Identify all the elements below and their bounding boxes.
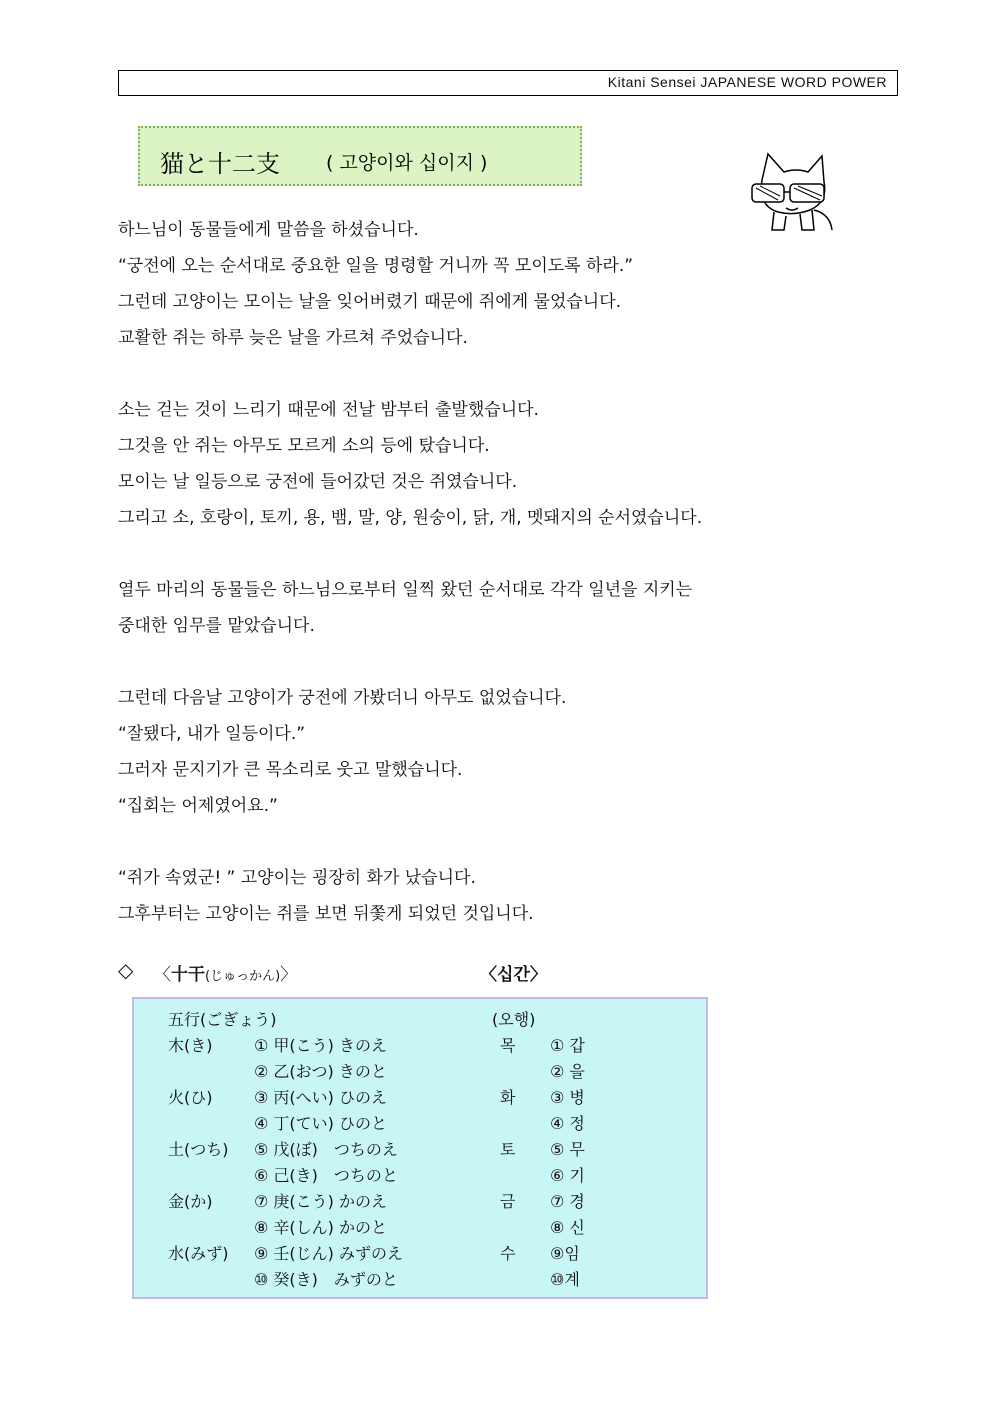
story-line: 교활한 쥐는 하루 늦은 날을 가르쳐 주었습니다. [118, 328, 468, 348]
story-line: “쥐가 속였군! ” 고양이는 굉장히 화가 났습니다. [118, 868, 476, 888]
story-blank-line [118, 824, 878, 860]
diamond-icon: ◇ [118, 958, 134, 982]
stem-ko: ⑦ 경 [550, 1192, 585, 1211]
story-line: 그후부터는 고양이는 쥐를 보면 뒤쫓게 되었던 것입니다. [118, 904, 534, 924]
open-bracket: 〈 [154, 965, 171, 985]
stem-jp: ⑧ 辛(しん) かのと [254, 1218, 388, 1237]
stem-ko: ③ 병 [550, 1088, 585, 1107]
sipgan-label: 〈십간〉 [480, 965, 547, 985]
story-line: 모이는 날 일등으로 궁전에 들어갔던 것은 쥐였습니다. [118, 472, 518, 492]
stem-ko: ⑨임 [550, 1244, 580, 1263]
story-line: 그런데 고양이는 모이는 날을 잊어버렸기 때문에 쥐에게 물었습니다. [118, 292, 622, 312]
element-ko: 금 [500, 1192, 516, 1211]
header-gogyo: 五行(ごぎょう) [168, 1010, 277, 1029]
element-ko: 화 [500, 1088, 516, 1107]
story-line: 소는 걷는 것이 느리기 때문에 전날 밤부터 출발했습니다. [118, 400, 539, 420]
story-line: “궁전에 오는 순서대로 중요한 일을 명령할 거니까 꼭 모이도록 하라.” [118, 256, 634, 276]
jikkan-reading: (じゅっかん) [205, 969, 281, 984]
element-jp: 金(か) [168, 1192, 213, 1211]
stem-jp: ① 甲(こう) きのえ [254, 1036, 388, 1055]
jikkan-kanji: 十干 [171, 965, 205, 985]
stem-jp: ⑤ 戊(ぼ) つちのえ [254, 1140, 398, 1159]
element-jp: 火(ひ) [168, 1088, 213, 1107]
table-row [134, 1111, 706, 1137]
table-row [134, 1241, 706, 1267]
title-japanese: 猫と十二支 [160, 150, 280, 178]
story-line: 그것을 안 쥐는 아무도 모르게 소의 등에 탔습니다. [118, 436, 490, 456]
story-blank-line [118, 644, 878, 680]
table-row [134, 1033, 706, 1059]
table-row [134, 1137, 706, 1163]
element-jp: 木(き) [168, 1036, 213, 1055]
page-header [118, 70, 898, 96]
table-row [134, 1215, 706, 1241]
stem-jp: ⑩ 癸(き) みずのと [254, 1270, 398, 1289]
stem-jp: ② 乙(おつ) きのと [254, 1062, 387, 1081]
header-ohaeng: (오행) [492, 1010, 536, 1029]
stem-jp: ③ 丙(へい) ひのえ [254, 1088, 388, 1107]
header-text: Kitani Sensei JAPANESE WORD POWER [607, 74, 887, 90]
story-line: 열두 마리의 동물들은 하느님으로부터 일찍 왔던 순서대로 각각 일년을 지키는 [118, 580, 693, 600]
stem-jp: ⑥ 己(き) つちのと [254, 1166, 398, 1185]
stem-ko: ② 을 [550, 1062, 585, 1081]
table-row [134, 1189, 706, 1215]
table-row [134, 1163, 706, 1189]
element-ko: 수 [500, 1244, 516, 1263]
table-row [134, 1085, 706, 1111]
element-ko: 토 [500, 1140, 516, 1159]
element-jp: 水(みず) [168, 1244, 229, 1263]
jikkan-section-heading [118, 958, 818, 986]
close-bracket: 〉 [280, 965, 298, 985]
story-line: 그리고 소, 호랑이, 토끼, 용, 뱀, 말, 양, 원숭이, 닭, 개, 멧돼지의 순서였습니다. [118, 508, 703, 528]
story-blank-line [118, 536, 878, 572]
story-line: 그런데 다음날 고양이가 궁전에 가봤더니 아무도 없었습니다. [118, 688, 567, 708]
stem-jp: ⑦ 庚(こう) かのえ [254, 1192, 388, 1211]
stem-ko: ⑩계 [550, 1270, 580, 1289]
element-ko: 목 [500, 1036, 516, 1055]
story-line: 중대한 임무를 맡았습니다. [118, 616, 315, 636]
title-korean: ( 고양이와 십이지 ) [326, 152, 488, 174]
story-line: 하느님이 동물들에게 말씀을 하셨습니다. [118, 220, 419, 240]
element-jp: 土(つち) [168, 1140, 229, 1159]
stem-jp: ④ 丁(てい) ひのと [254, 1114, 388, 1133]
stem-ko: ⑤ 무 [550, 1140, 585, 1159]
story-line: “잘됐다, 내가 일등이다.” [118, 724, 306, 744]
table-row [134, 1059, 706, 1085]
story-text [118, 212, 878, 932]
table-row [134, 1267, 706, 1293]
story-blank-line [118, 356, 878, 392]
story-line: “집회는 어제였어요.” [118, 796, 278, 816]
jikkan-label [154, 960, 297, 985]
story-line: 그러자 문지기가 큰 목소리로 웃고 말했습니다. [118, 760, 463, 780]
stem-jp: ⑨ 壬(じん) みずのえ [254, 1244, 404, 1263]
table-header-row [134, 1007, 706, 1033]
stem-ko: ⑧ 신 [550, 1218, 585, 1237]
jikkan-table [132, 997, 708, 1299]
title-box [138, 126, 582, 186]
stem-ko: ① 갑 [550, 1036, 585, 1055]
stem-ko: ⑥ 기 [550, 1166, 585, 1185]
stem-ko: ④ 정 [550, 1114, 585, 1133]
